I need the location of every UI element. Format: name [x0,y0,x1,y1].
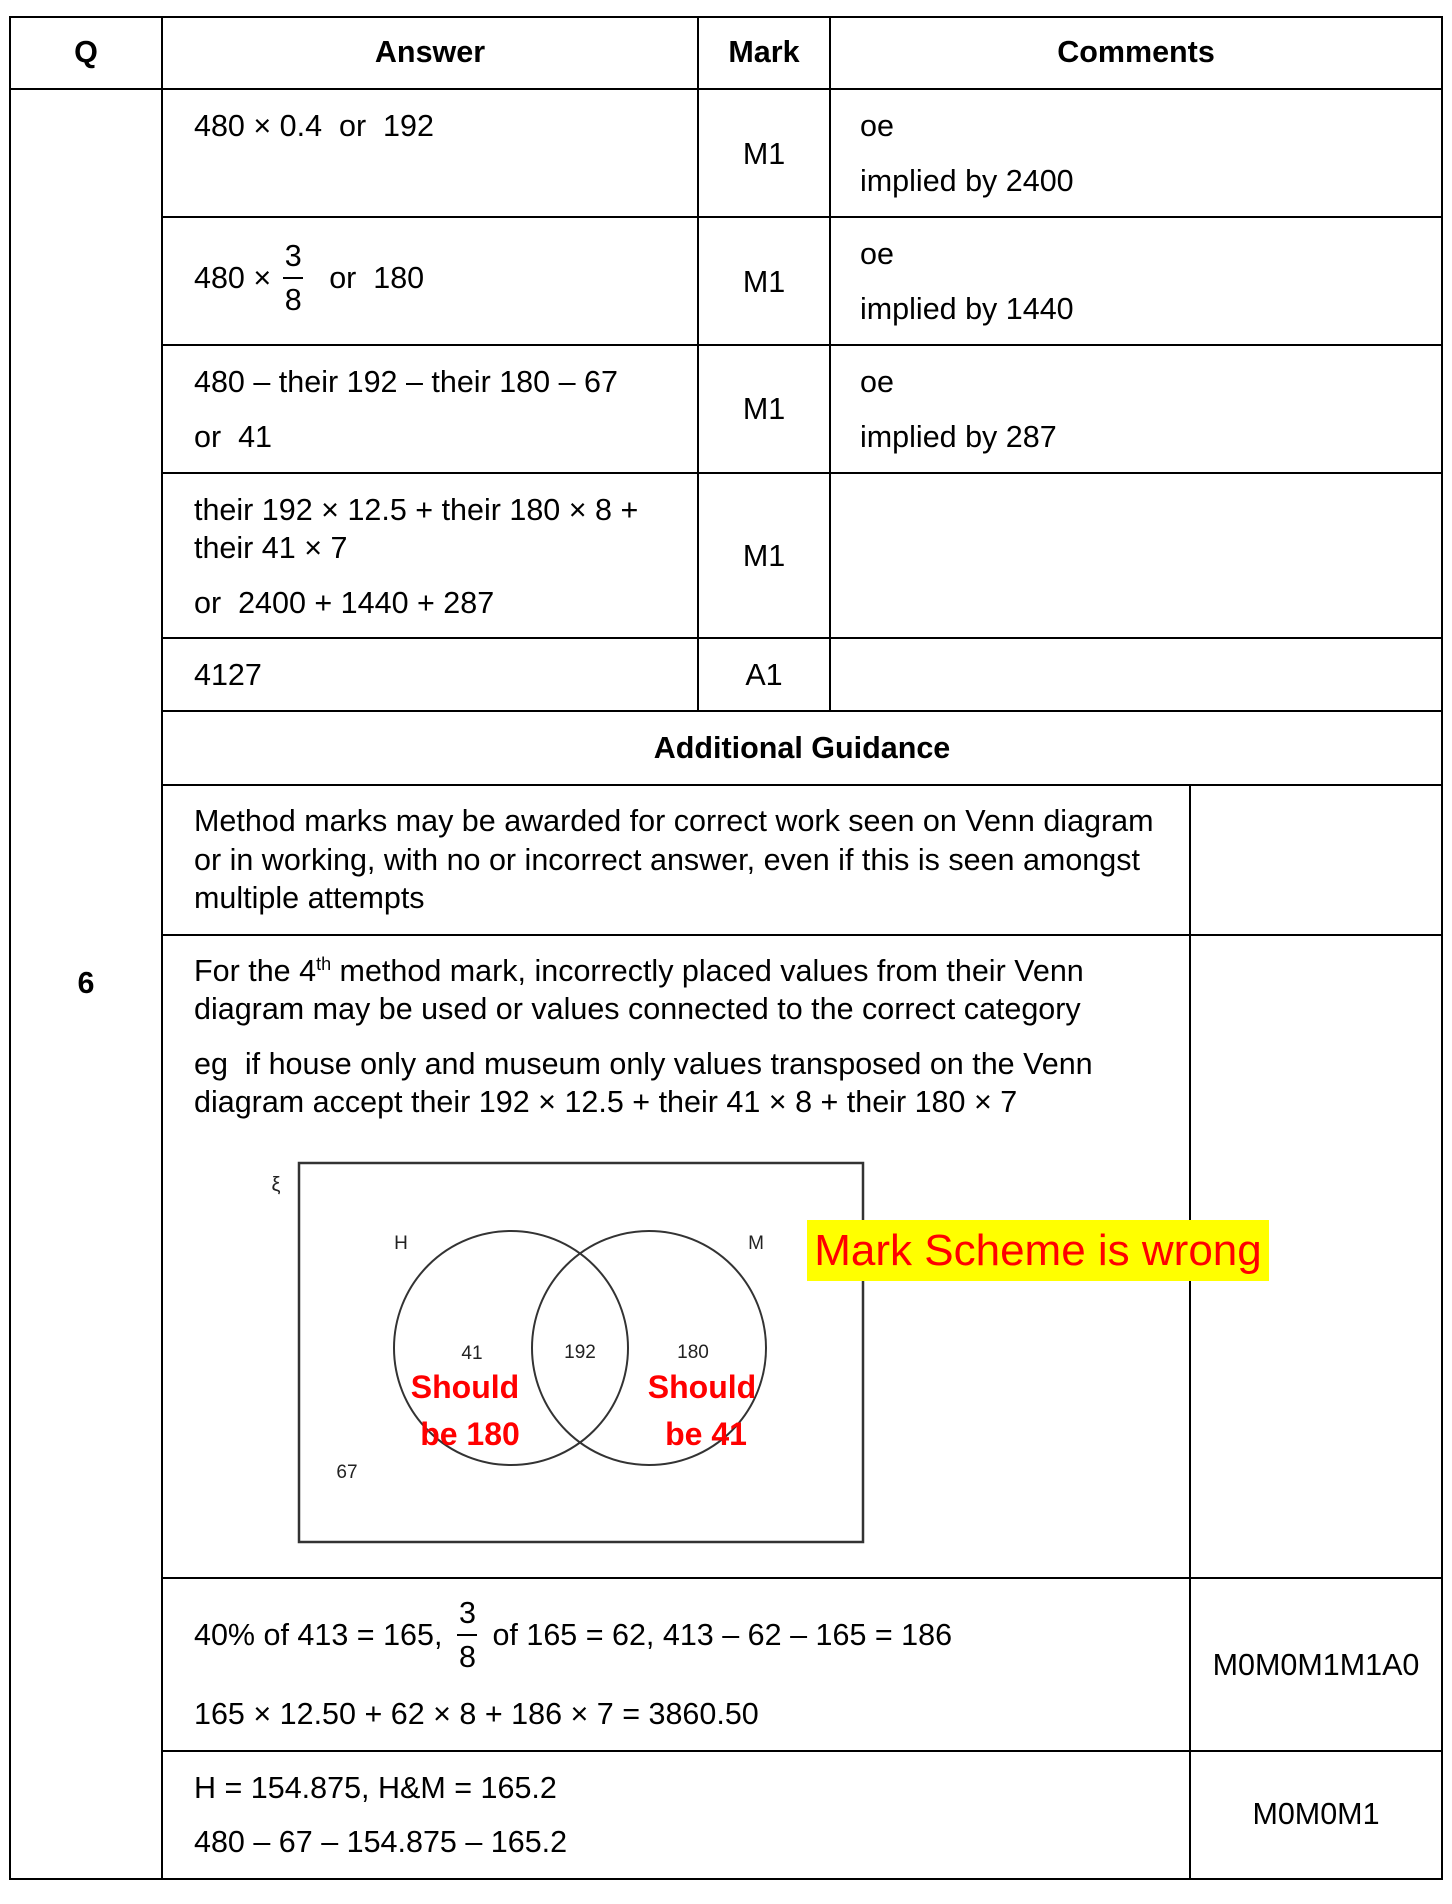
row-5-mark: A1 [745,658,783,692]
row-1-answer-line: 480 × 0.4 or 192 [194,109,434,143]
row-2-fraction [283,240,303,316]
venn-universal-symbol: ξ [271,1174,281,1196]
fraction-bar [283,277,303,279]
correction-right-line2: be 41 [665,1416,747,1452]
venn-universal-box [299,1163,863,1542]
note-2-first-line-before: For the 4 [194,954,317,988]
row-2-answer-expression [194,240,424,316]
rule-row-1-bottom [161,216,1443,218]
note-3-line: 165 × 12.50 + 62 × 8 + 186 × 7 = 3860.50 [194,1697,759,1731]
rule-table-bottom [9,1878,1443,1880]
rule-header-bottom [9,88,1443,90]
row-1-comment-line: implied by 2400 [860,164,1074,198]
note-2-first-line-after: method mark, incorrectly placed values from their Venn [331,954,1084,988]
row-5-answer-line: 4127 [194,658,262,692]
venn-value-intersection: 192 [564,1342,596,1363]
venn-circle-m [532,1231,766,1465]
rule-row-4-bottom [161,637,1443,639]
venn-circle-h [394,1231,628,1465]
fraction-denominator: 8 [284,283,302,317]
venn-value-outside: 67 [336,1462,358,1483]
rule-guidance-mark-column-left [1189,784,1191,1880]
rule-table-top [9,16,1443,18]
row-3-comment-line: oe [860,365,894,399]
note-2-line: diagram accept their 192 × 12.5 + their 41 × 8 + their 180 × 7 [194,1085,1018,1119]
row-2-answer-before: 480 × [194,260,272,295]
note-2-line: diagram may be used or values connected to the correct category [194,992,1081,1026]
note-4-line: 480 – 67 – 154.875 – 165.2 [194,1825,568,1859]
rule-table-left [9,16,11,1880]
header-mark: Mark [728,35,800,69]
note-3-first-line-before: 40% of 413 = 165, [194,1617,443,1652]
row-2-comment-line: implied by 1440 [860,292,1074,326]
rule-row-5-bottom [161,710,1443,712]
venn-label-h: H [394,1233,408,1254]
row-3-comment-line: implied by 287 [860,420,1057,454]
header-answer: Answer [374,35,486,69]
header-comments: Comments [1057,35,1215,69]
rule-note-3-bottom [161,1750,1443,1752]
row-4-mark: M1 [742,539,786,573]
row-3-answer-line: or 41 [194,420,272,454]
note-3-first-line [194,1597,952,1673]
note-3-first-line-after: of 165 = 62, 413 – 62 – 165 = 186 [492,1617,953,1652]
callout-box [807,1220,1269,1281]
correction-left-line2: be 180 [420,1416,520,1452]
row-2-comment-line: oe [860,237,894,271]
note-2-first-line [194,953,1084,989]
row-3-answer-line: 480 – their 192 – their 180 – 67 [194,365,618,399]
note-4-line: H = 154.875, H&M = 165.2 [194,1771,557,1805]
row-2-mark: M1 [742,265,786,299]
question-number: 6 [77,966,95,1000]
fraction-numerator: 3 [458,1596,476,1630]
fraction-numerator: 3 [284,239,302,273]
guidance-heading: Additional Guidance [653,731,951,765]
note-3-fraction [457,1597,477,1673]
venn-value-h-only: 41 [461,1343,483,1364]
rule-table-right [1441,16,1443,1880]
row-4-answer-line: their 192 × 12.5 + their 180 × 8 + [194,493,639,527]
note-1-line: or in working, with no or incorrect answer, even if this is seen amongst [194,843,1140,877]
row-1-mark: M1 [742,137,786,171]
correction-left-line1: Should [410,1369,520,1405]
ordinal-superscript: th [316,954,332,974]
rule-answer-column-right [697,16,699,712]
rule-note-2-bottom [161,1577,1443,1579]
venn-label-m: M [748,1233,764,1254]
row-4-answer-line: their 41 × 7 [194,531,348,565]
rule-row-2-bottom [161,344,1443,346]
callout-text: Mark Scheme is wrong [814,1226,1262,1275]
rule-guidance-heading-bottom [161,784,1443,786]
note-4-mark: M0M0M1 [1252,1797,1380,1831]
correction-right-line1: Should [647,1369,757,1405]
note-2-line: eg if house only and museum only values transposed on the Venn [194,1047,1093,1081]
note-1-line: multiple attempts [194,881,425,915]
fraction-bar [457,1634,477,1636]
fraction-denominator: 8 [458,1640,476,1674]
header-q: Q [74,35,98,69]
row-4-answer-line: or 2400 + 1440 + 287 [194,586,495,620]
note-3-mark: M0M0M1M1A0 [1212,1648,1420,1682]
rule-q-column-right [161,16,163,1880]
row-3-mark: M1 [742,392,786,426]
rule-mark-column-right [829,16,831,712]
rule-row-3-bottom [161,472,1443,474]
row-2-answer-after: or 180 [329,260,425,295]
row-1-comment-line: oe [860,109,894,143]
note-1-line: Method marks may be awarded for correct work seen on Venn diagram [194,804,1154,838]
rule-note-1-bottom [161,934,1443,936]
venn-value-m-only: 180 [677,1342,709,1363]
